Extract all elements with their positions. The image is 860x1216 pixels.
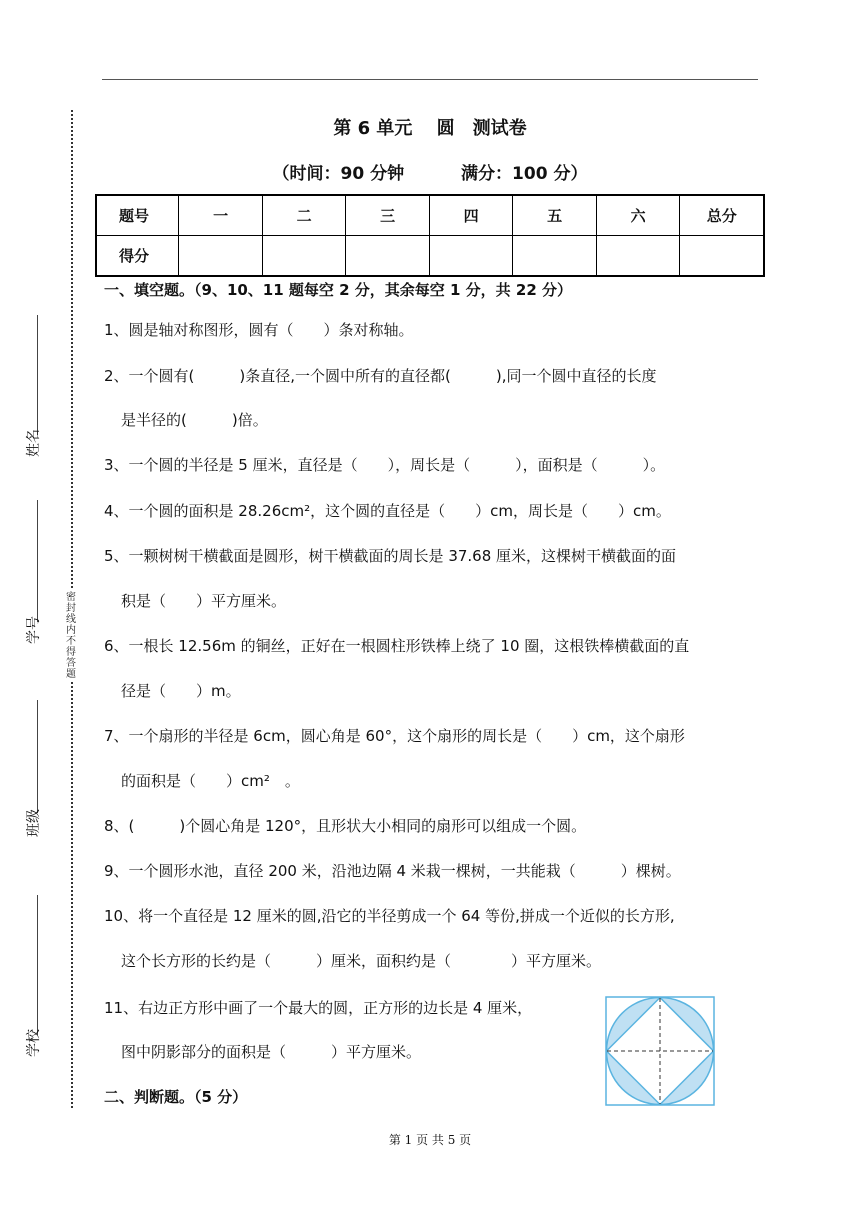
score-table	[95, 194, 765, 277]
score-table-score-row	[96, 236, 764, 277]
question-7-line1: 7、一个扇形的半径是 6cm，圆心角是 60°，这个扇形的周长是（ ）cm，这个扇形	[104, 727, 685, 745]
school-field[interactable]	[18, 895, 48, 1060]
question-7-line2: 的面积是（ ）cm² 。	[121, 772, 300, 790]
square-circle-svg	[605, 996, 715, 1106]
school-field-line	[37, 895, 38, 1035]
question-10-line2: 这个长方形的长约是（ ）厘米，面积约是（ ）平方厘米。	[121, 952, 602, 970]
score-header-cell: 二	[262, 195, 346, 236]
name-label: 姓名	[26, 429, 42, 457]
question-6-line1: 6、一根长 12.56m 的铜丝，正好在一根圆柱形铁棒上绕了 10 圈，这根铁棒横截面的直	[104, 637, 690, 655]
name-field[interactable]	[18, 315, 48, 455]
score-header-cell: 六	[596, 195, 680, 236]
question-5-line2: 积是（ ）平方厘米。	[121, 592, 287, 610]
score-header-cell: 四	[429, 195, 513, 236]
class-label: 班级	[26, 809, 42, 837]
question-10-line1: 10、将一个直径是 12 厘米的圆,沿它的半径剪成一个 64 等份,拼成一个近似的长方形,	[104, 907, 675, 925]
question-5-line1: 5、一颗树树干横截面是圆形，树干横截面的周长是 37.68 厘米，这棵树干横截面的面	[104, 547, 677, 565]
score-cell[interactable]	[262, 236, 346, 277]
score-table-header-row	[96, 195, 764, 236]
question-11-line1: 11、右边正方形中画了一个最大的圆，正方形的边长是 4 厘米，	[104, 999, 533, 1017]
question-11-line2: 图中阴影部分的面积是（ ）平方厘米。	[121, 1043, 422, 1061]
exam-title: 第 6 单元 圆 测试卷	[333, 118, 527, 139]
question-1: 1、圆是轴对称图形，圆有（ ）条对称轴。	[104, 321, 414, 339]
score-header-cell: 三	[346, 195, 430, 236]
score-cell[interactable]	[179, 236, 263, 277]
score-header-cell: 五	[513, 195, 597, 236]
class-field[interactable]	[18, 700, 48, 840]
section1-heading: 一、填空题。（9、10、11 题每空 2 分，其余每空 1 分，共 22 分）	[104, 281, 572, 299]
score-cell[interactable]	[429, 236, 513, 277]
question-4: 4、一个圆的面积是 28.26cm²，这个圆的直径是（ ）cm，周长是（ ）cm。	[104, 502, 671, 520]
score-cell[interactable]	[596, 236, 680, 277]
score-row-label: 得分	[96, 236, 179, 277]
school-label: 学校	[26, 1029, 42, 1057]
question-8: 8、( )个圆心角是 120°，且形状大小相同的扇形可以组成一个圆。	[104, 817, 587, 835]
square-circle-figure	[605, 996, 715, 1106]
student-number-field-line	[37, 500, 38, 622]
name-field-line	[37, 315, 38, 435]
class-field-line	[37, 700, 38, 813]
student-number-field[interactable]	[18, 500, 48, 645]
question-9: 9、一个圆形水池，直径 200 米，沿池边隔 4 米栽一棵树，一共能栽（ ）棵树。	[104, 862, 681, 880]
section2-heading: 二、判断题。（5 分）	[104, 1088, 248, 1106]
question-2-line1: 2、一个圆有( )条直径,一个圆中所有的直径都( ),同一个圆中直径的长度	[104, 367, 657, 385]
score-cell[interactable]	[680, 236, 764, 277]
seal-note: 密封线内不得答题	[63, 590, 79, 682]
exam-subtitle: （时间：90 分钟 满分：100 分）	[272, 164, 588, 184]
score-cell[interactable]	[346, 236, 430, 277]
score-cell[interactable]	[513, 236, 597, 277]
score-header-cell: 一	[179, 195, 263, 236]
question-3: 3、一个圆的半径是 5 厘米，直径是（ ），周长是（ ），面积是（ ）。	[104, 456, 666, 474]
student-number-label: 学号	[26, 616, 42, 644]
top-rule	[102, 79, 758, 80]
question-6-line2: 径是（ ）m。	[121, 682, 241, 700]
page-footer: 第 1 页 共 5 页	[388, 1133, 472, 1147]
score-header-cell: 总分	[680, 195, 764, 236]
score-header-cell: 题号	[96, 195, 179, 236]
question-2-line2: 是半径的( )倍。	[121, 411, 268, 429]
